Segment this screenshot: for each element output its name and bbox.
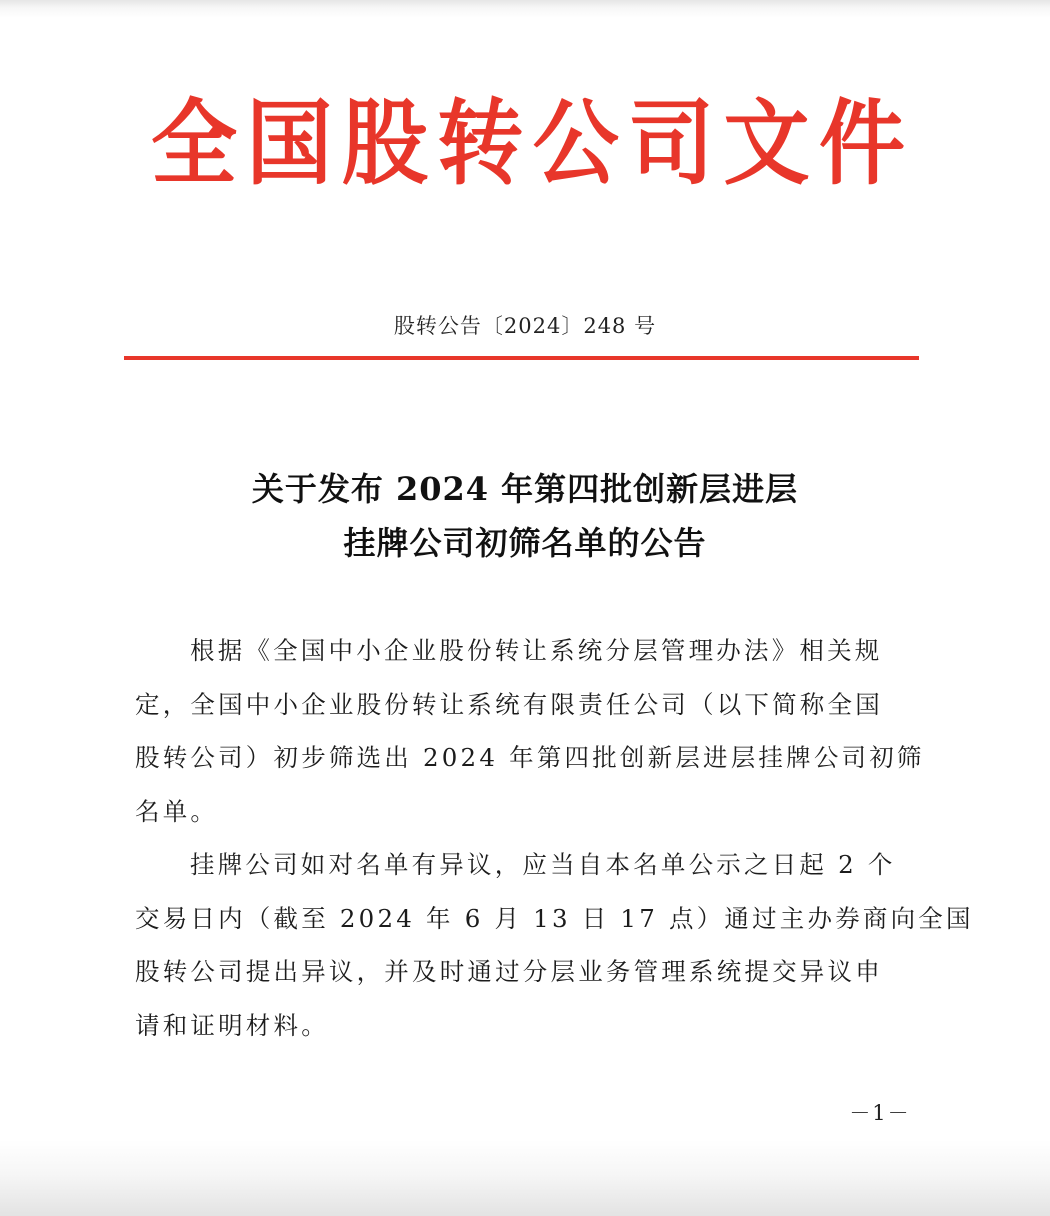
title-line: 挂牌公司初筛名单的公告 xyxy=(343,524,707,562)
page-number: －1－ xyxy=(849,1101,911,1125)
masthead-title xyxy=(148,88,908,198)
masthead-char: 公 xyxy=(532,88,619,198)
masthead-char: 司 xyxy=(628,88,715,198)
body-line: 定，全国中小企业股份转让系统有限责任公司（以下简称全国 xyxy=(135,689,883,719)
masthead-char: 转 xyxy=(437,88,524,198)
document-number: 股转公告〔2024〕248 号 xyxy=(393,314,657,338)
document-body xyxy=(135,624,974,1052)
masthead-char: 件 xyxy=(818,88,905,198)
body-line: 请和证明材料。 xyxy=(135,1010,329,1040)
masthead-char: 文 xyxy=(723,88,810,198)
masthead-char: 股 xyxy=(341,88,428,198)
body-line: 挂牌公司如对名单有异议，应当自本名单公示之日起 2 个 xyxy=(190,850,896,879)
body-line: 股转公司提出异议，并及时通过分层业务管理系统提交异议申 xyxy=(135,957,883,986)
page-bottom-shadow xyxy=(0,1140,1050,1216)
page-top-shadow xyxy=(0,0,1050,18)
masthead-char: 全 xyxy=(151,88,237,198)
document-title xyxy=(0,462,1050,570)
red-divider-rule xyxy=(124,356,919,360)
title-line: 关于发布 2024 年第四批创新层进层 xyxy=(251,470,799,508)
body-line: 名单。 xyxy=(135,796,219,826)
body-line: 交易日内（截至 2024 年 6 月 13 日 17 点）通过主办券商向全国 xyxy=(135,903,974,933)
body-line: 根据《全国中小企业股份转让系统分层管理办法》相关规 xyxy=(190,636,883,665)
masthead-char: 国 xyxy=(246,88,333,198)
body-line: 股转公司）初步筛选出 2024 年第四批创新层进层挂牌公司初筛 xyxy=(135,743,925,772)
